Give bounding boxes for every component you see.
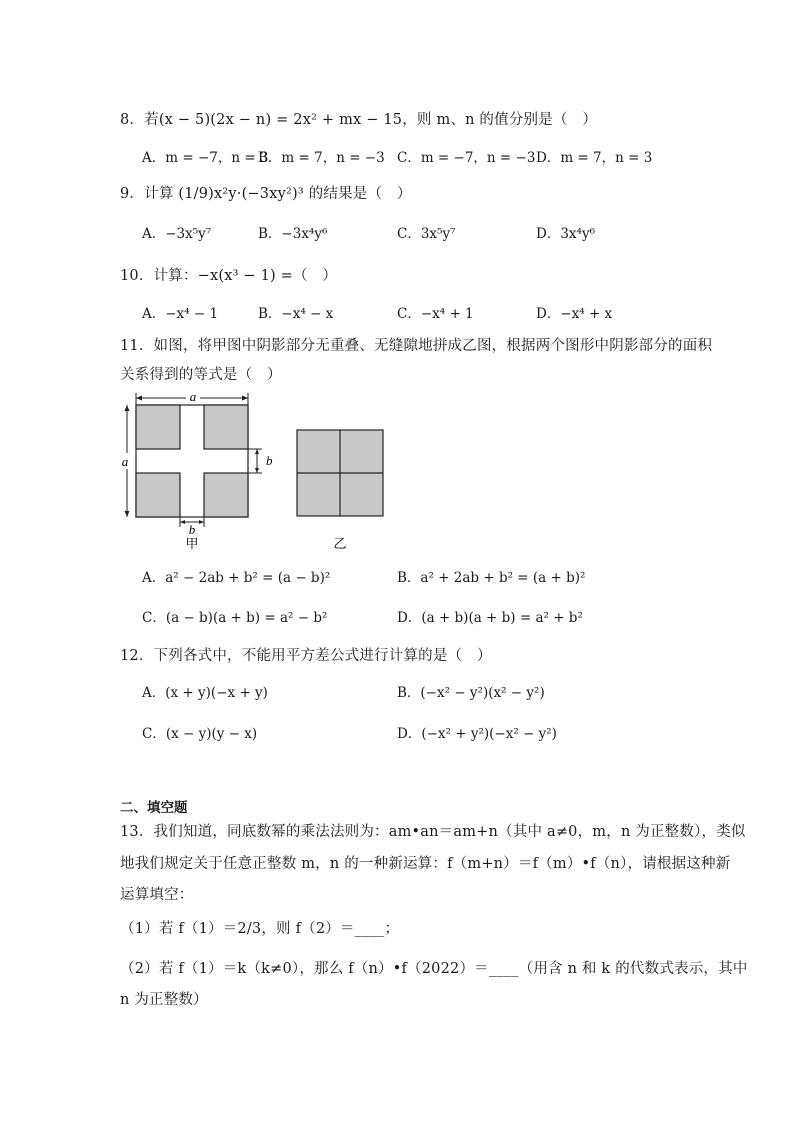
figure-yi: [297, 430, 383, 551]
caption-yi: 乙: [333, 536, 347, 551]
q11-option-a: A．a² − 2ab + b² = (a − b)²: [142, 570, 331, 586]
q10-option-c: C．−x⁴ + 1: [397, 306, 474, 322]
q9-option-a: A．−3x⁵y⁷: [142, 226, 212, 242]
q9-option-d: D．3x⁴y⁶: [536, 226, 595, 242]
q9-option-c: C．3x⁵y⁷: [397, 226, 456, 242]
q12-option-d: D．(−x² + y²)(−x² − y²): [397, 726, 557, 742]
section-title-fill-in: 二、填空题: [120, 800, 188, 816]
arrow-up-icon: [255, 449, 259, 454]
q11-stem-line1: 11．如图，将甲图中阴影部分无重叠、无缝隙地拼成乙图，根据两个图形中阴影部分的面积: [120, 338, 713, 354]
jia-shaded-tr: [204, 405, 248, 449]
q13-sub2: （2）若 f（1）＝k（k≠0），那么 f（n）•f（2022）＝____（用含 n 和 k 的代数式表示，其中: [120, 961, 748, 977]
q13-line2: 地我们规定关于任意正整数 m，n 的一种新运算：f（m+n）＝f（m）•f（n），请根据这种新: [120, 856, 731, 872]
arrow-down-icon: [125, 511, 130, 517]
q13-sub1: （1）若 f（1）＝2/3，则 f（2）＝____；: [120, 921, 400, 937]
arrow-left-icon: [180, 520, 185, 524]
q10-option-b: B．−x⁴ − x: [258, 306, 334, 322]
q9-stem: 9．计算 (1/9)x²y·(−3xy²)³ 的结果是（ ）: [120, 186, 412, 202]
q11-figure: [110, 385, 410, 555]
label-b-bottom: b: [188, 522, 196, 537]
q13-line1: 13．我们知道，同底数幂的乘法法则为：am•an＝am+n（其中 a≠0，m，n 为正整数），类似: [120, 824, 746, 840]
label-a-top: a: [189, 389, 197, 404]
q8-option-d: D．m = 7，n = 3: [536, 150, 653, 166]
q12-option-b: B．(−x² − y²)(x² − y²): [397, 685, 545, 701]
arrow-down-icon: [255, 468, 259, 473]
q11-stem-line2: 关系得到的等式是（ ）: [120, 367, 282, 383]
arrow-right-icon: [199, 520, 204, 524]
q8-option-b: B．m = 7，n = −3: [258, 150, 385, 166]
label-b-right: b: [266, 453, 273, 468]
q10-stem: 10．计算：−x(x³ − 1) =（ ）: [120, 268, 338, 284]
q12-option-c: C．(x − y)(y − x): [142, 726, 258, 742]
q13-line3: 运算填空：: [120, 887, 194, 903]
figure-jia: [119, 389, 273, 551]
q10-option-d: D．−x⁴ + x: [536, 306, 613, 322]
jia-shaded-br: [204, 473, 248, 517]
q11-option-d: D．(a + b)(a + b) = a² + b²: [397, 610, 583, 626]
q11-option-b: B．a² + 2ab + b² = (a + b)²: [397, 570, 586, 586]
q9-option-b: B．−3x⁴y⁶: [258, 226, 328, 242]
q11-option-c: C．(a − b)(a + b) = a² − b²: [142, 610, 328, 626]
q10-option-a: A．−x⁴ − 1: [142, 306, 219, 322]
q12-option-a: A．(x + y)(−x + y): [142, 685, 268, 701]
arrow-right-icon: [242, 396, 248, 401]
caption-jia: 甲: [185, 536, 199, 551]
q8-option-c: C．m = −7，n = −3: [397, 150, 536, 166]
q8-stem: 8．若(x − 5)(2x − n) = 2x² + mx − 15，则 m、n 的值分别是（ ）: [120, 112, 598, 128]
q12-stem: 12．下列各式中，不能用平方差公式进行计算的是（ ）: [120, 648, 492, 664]
jia-shaded-tl: [136, 405, 180, 449]
arrow-up-icon: [125, 405, 130, 411]
jia-shaded-bl: [136, 473, 180, 517]
arrow-left-icon: [136, 396, 142, 401]
q8-option-a: A．m = −7，n = 3: [142, 150, 269, 166]
q13-sub2-continued: n 为正整数）: [120, 992, 208, 1008]
label-a-left: a: [121, 454, 129, 469]
